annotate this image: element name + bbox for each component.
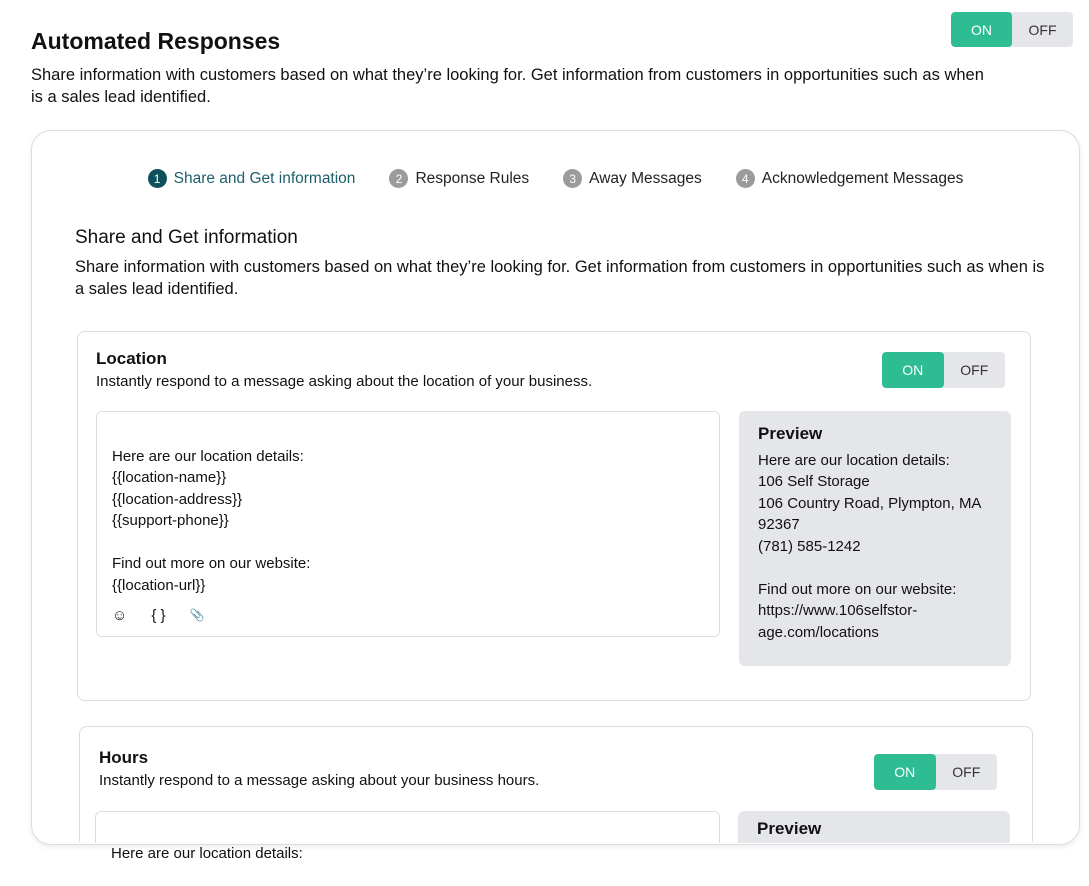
toggle-on[interactable]: ON <box>951 12 1012 47</box>
hours-subtitle: Instantly respond to a message asking about your business hours. <box>99 772 540 789</box>
page-description: Share information with customers based on what they’re looking for. Get information from customers in opportunities such as when is a sales lead identified. <box>31 66 984 106</box>
hours-title: Hours <box>99 748 149 767</box>
location-preview <box>739 411 1011 666</box>
step-number: 2 <box>389 169 408 188</box>
section-description: Share information with customers based on what they’re looking for. Get information from customers in opportunities such as when is a sales lead identified. <box>75 258 1045 298</box>
preview-title: Preview <box>758 424 823 443</box>
step-label: Share and Get information <box>173 169 356 187</box>
hours-card <box>79 726 1033 862</box>
step-share-get-info[interactable] <box>148 169 356 188</box>
location-message-editor[interactable] <box>96 411 720 637</box>
toggle-on[interactable]: ON <box>874 754 936 790</box>
page-title: Automated Responses <box>31 28 281 54</box>
step-number: 1 <box>148 169 167 188</box>
emoji-icon[interactable]: ☺ <box>112 606 128 624</box>
toggle-off[interactable]: OFF <box>1028 21 1057 38</box>
paperclip-icon[interactable]: 📎 <box>189 607 205 622</box>
section-title: Share and Get information <box>75 227 298 248</box>
hours-message-editor[interactable] <box>95 811 720 862</box>
step-label: Acknowledgement Messages <box>761 169 964 187</box>
variable-braces-icon[interactable]: { } <box>151 606 166 624</box>
editor-toolbar <box>112 605 204 627</box>
hours-toggle[interactable] <box>874 754 997 790</box>
location-subtitle: Instantly respond to a message asking about the location of your business. <box>96 373 593 390</box>
step-response-rules[interactable] <box>389 169 529 188</box>
step-acknowledgement-messages[interactable] <box>736 169 964 188</box>
toggle-off[interactable]: OFF <box>960 362 989 378</box>
stepper <box>32 169 1079 188</box>
automated-responses-toggle[interactable] <box>951 12 1073 47</box>
step-number: 3 <box>563 169 582 188</box>
hours-preview <box>738 811 1010 843</box>
step-away-messages[interactable] <box>563 169 702 188</box>
toggle-off[interactable]: OFF <box>952 764 981 780</box>
toggle-on[interactable]: ON <box>882 352 944 388</box>
preview-body: Here are our location details: 106 Self Storage 106 Country Road, Plympton, MA 92367 (781) 585-1242 Find out more on our website: https://www.106selfstor-age.com/locations <box>758 451 981 641</box>
preview-title: Preview <box>757 819 822 838</box>
step-label: Away Messages <box>589 169 702 187</box>
editor-text[interactable]: Here are our location details: <box>111 844 303 862</box>
wizard-panel <box>31 130 1080 862</box>
step-label: Response Rules <box>415 169 530 187</box>
step-number: 4 <box>736 169 755 188</box>
location-title: Location <box>96 349 167 368</box>
editor-text[interactable]: Here are our location details: {{location-name}} {{location-address}} {{support-phone}} Find out more on our website: {{location-url}} <box>112 447 311 594</box>
location-card <box>77 331 1031 701</box>
location-toggle[interactable] <box>882 352 1005 388</box>
